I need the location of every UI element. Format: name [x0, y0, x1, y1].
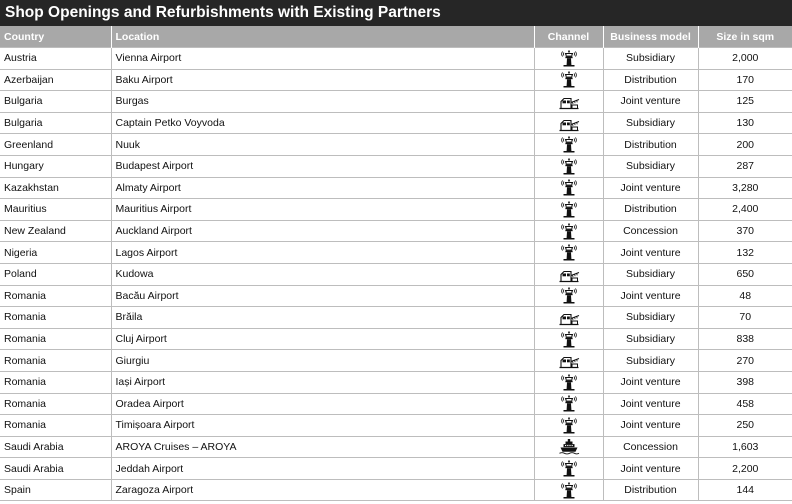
cell-country: Kazakhstan	[0, 177, 111, 199]
cell-country: Romania	[0, 328, 111, 350]
cell-size: 48	[698, 285, 792, 307]
cell-country: Saudi Arabia	[0, 458, 111, 480]
cell-location: Lagos Airport	[111, 242, 534, 264]
cell-business-model: Distribution	[603, 69, 698, 91]
cell-size: 250	[698, 415, 792, 437]
table-row	[0, 285, 792, 307]
column-header-location: Location	[111, 26, 534, 48]
cell-size: 398	[698, 371, 792, 393]
cell-country: Romania	[0, 350, 111, 372]
cell-location: Baku Airport	[111, 69, 534, 91]
cell-country: Austria	[0, 48, 111, 70]
border-crossing-icon	[558, 115, 580, 132]
cell-size: 650	[698, 263, 792, 285]
border-crossing-icon	[558, 309, 580, 326]
table-row	[0, 177, 792, 199]
cell-country: Azerbaijan	[0, 69, 111, 91]
cell-size: 838	[698, 328, 792, 350]
cell-channel	[534, 436, 603, 458]
airport-tower-icon	[558, 482, 580, 499]
cell-location: Giurgiu	[111, 350, 534, 372]
cell-location: Auckland Airport	[111, 220, 534, 242]
cell-channel	[534, 69, 603, 91]
airport-tower-icon	[558, 136, 580, 153]
table-row	[0, 48, 792, 70]
cell-business-model: Subsidiary	[603, 155, 698, 177]
cell-size: 287	[698, 155, 792, 177]
cell-channel	[534, 328, 603, 350]
table-row	[0, 69, 792, 91]
cell-location: Timișoara Airport	[111, 415, 534, 437]
cell-channel	[534, 91, 603, 113]
column-header-business-model: Business model	[603, 26, 698, 48]
cell-business-model: Distribution	[603, 134, 698, 156]
cell-channel	[534, 48, 603, 70]
cell-size: 2,200	[698, 458, 792, 480]
table-row	[0, 242, 792, 264]
airport-tower-icon	[558, 244, 580, 261]
table-row	[0, 436, 792, 458]
cell-channel	[534, 242, 603, 264]
cell-location: Jeddah Airport	[111, 458, 534, 480]
cell-location: Cluj Airport	[111, 328, 534, 350]
cell-size: 70	[698, 307, 792, 329]
table-row	[0, 91, 792, 113]
cell-channel	[534, 371, 603, 393]
cell-channel	[534, 350, 603, 372]
cell-channel	[534, 307, 603, 329]
cell-business-model: Concession	[603, 436, 698, 458]
cell-location: Burgas	[111, 91, 534, 113]
cell-country: Romania	[0, 415, 111, 437]
table-row	[0, 458, 792, 480]
cell-country: Romania	[0, 371, 111, 393]
border-crossing-icon	[558, 266, 580, 283]
airport-tower-icon	[558, 179, 580, 196]
cell-channel	[534, 415, 603, 437]
page-title: Shop Openings and Refurbishments with Existing Partners	[0, 0, 792, 26]
cell-business-model: Subsidiary	[603, 328, 698, 350]
cell-size: 370	[698, 220, 792, 242]
cell-business-model: Distribution	[603, 199, 698, 221]
table-row	[0, 307, 792, 329]
table-row	[0, 112, 792, 134]
cell-size: 200	[698, 134, 792, 156]
cell-business-model: Joint venture	[603, 458, 698, 480]
cell-country: Romania	[0, 285, 111, 307]
cell-business-model: Joint venture	[603, 393, 698, 415]
cell-channel	[534, 479, 603, 501]
cell-country: Hungary	[0, 155, 111, 177]
cell-country: Bulgaria	[0, 112, 111, 134]
cell-size: 270	[698, 350, 792, 372]
airport-tower-icon	[558, 50, 580, 67]
partners-table	[0, 26, 792, 501]
table-row	[0, 479, 792, 501]
column-header-size: Size in sqm	[698, 26, 792, 48]
cell-country: Spain	[0, 479, 111, 501]
cell-size: 170	[698, 69, 792, 91]
cell-country: Greenland	[0, 134, 111, 156]
cell-channel	[534, 199, 603, 221]
airport-tower-icon	[558, 71, 580, 88]
airport-tower-icon	[558, 223, 580, 240]
cell-business-model: Subsidiary	[603, 307, 698, 329]
table-row	[0, 371, 792, 393]
airport-tower-icon	[558, 331, 580, 348]
cell-size: 2,000	[698, 48, 792, 70]
cell-channel	[534, 112, 603, 134]
cell-business-model: Subsidiary	[603, 48, 698, 70]
cell-location: Nuuk	[111, 134, 534, 156]
cell-channel	[534, 393, 603, 415]
cell-business-model: Subsidiary	[603, 112, 698, 134]
table-row	[0, 263, 792, 285]
cell-country: Mauritius	[0, 199, 111, 221]
border-crossing-icon	[558, 93, 580, 110]
cell-business-model: Joint venture	[603, 177, 698, 199]
cell-location: Iași Airport	[111, 371, 534, 393]
cell-country: New Zealand	[0, 220, 111, 242]
airport-tower-icon	[558, 158, 580, 175]
cell-location: Budapest Airport	[111, 155, 534, 177]
cell-location: Captain Petko Voyvoda	[111, 112, 534, 134]
airport-tower-icon	[558, 460, 580, 477]
cell-country: Romania	[0, 307, 111, 329]
border-crossing-icon	[558, 352, 580, 369]
cell-country: Saudi Arabia	[0, 436, 111, 458]
cell-country: Poland	[0, 263, 111, 285]
cell-location: Almaty Airport	[111, 177, 534, 199]
table-header-row	[0, 26, 792, 48]
cell-size: 2,400	[698, 199, 792, 221]
cell-business-model: Joint venture	[603, 242, 698, 264]
table-row	[0, 415, 792, 437]
cell-business-model: Joint venture	[603, 91, 698, 113]
cell-location: Brăila	[111, 307, 534, 329]
cell-size: 132	[698, 242, 792, 264]
cell-location: AROYA Cruises – AROYA	[111, 436, 534, 458]
cell-business-model: Concession	[603, 220, 698, 242]
cell-business-model: Subsidiary	[603, 350, 698, 372]
cell-location: Bacău Airport	[111, 285, 534, 307]
airport-tower-icon	[558, 287, 580, 304]
cell-size: 3,280	[698, 177, 792, 199]
cell-country: Bulgaria	[0, 91, 111, 113]
cell-size: 458	[698, 393, 792, 415]
cell-size: 144	[698, 479, 792, 501]
column-header-country: Country	[0, 26, 111, 48]
cell-location: Zaragoza Airport	[111, 479, 534, 501]
airport-tower-icon	[558, 201, 580, 218]
cell-business-model: Joint venture	[603, 415, 698, 437]
cell-country: Romania	[0, 393, 111, 415]
cell-size: 130	[698, 112, 792, 134]
column-header-channel: Channel	[534, 26, 603, 48]
airport-tower-icon	[558, 374, 580, 391]
cell-channel	[534, 220, 603, 242]
cell-channel	[534, 134, 603, 156]
airport-tower-icon	[558, 417, 580, 434]
cell-location: Oradea Airport	[111, 393, 534, 415]
cell-country: Nigeria	[0, 242, 111, 264]
table-row	[0, 393, 792, 415]
cell-business-model: Joint venture	[603, 285, 698, 307]
airport-tower-icon	[558, 395, 580, 412]
table-row	[0, 155, 792, 177]
cell-channel	[534, 285, 603, 307]
cell-channel	[534, 177, 603, 199]
cruise-ship-icon	[558, 438, 580, 455]
table-row	[0, 220, 792, 242]
cell-channel	[534, 458, 603, 480]
cell-channel	[534, 155, 603, 177]
cell-business-model: Joint venture	[603, 371, 698, 393]
cell-size: 1,603	[698, 436, 792, 458]
table-row	[0, 350, 792, 372]
cell-location: Vienna Airport	[111, 48, 534, 70]
cell-business-model: Distribution	[603, 479, 698, 501]
cell-business-model: Subsidiary	[603, 263, 698, 285]
table-row	[0, 328, 792, 350]
cell-channel	[534, 263, 603, 285]
cell-location: Kudowa	[111, 263, 534, 285]
cell-size: 125	[698, 91, 792, 113]
cell-location: Mauritius Airport	[111, 199, 534, 221]
table-row	[0, 134, 792, 156]
table-row	[0, 199, 792, 221]
